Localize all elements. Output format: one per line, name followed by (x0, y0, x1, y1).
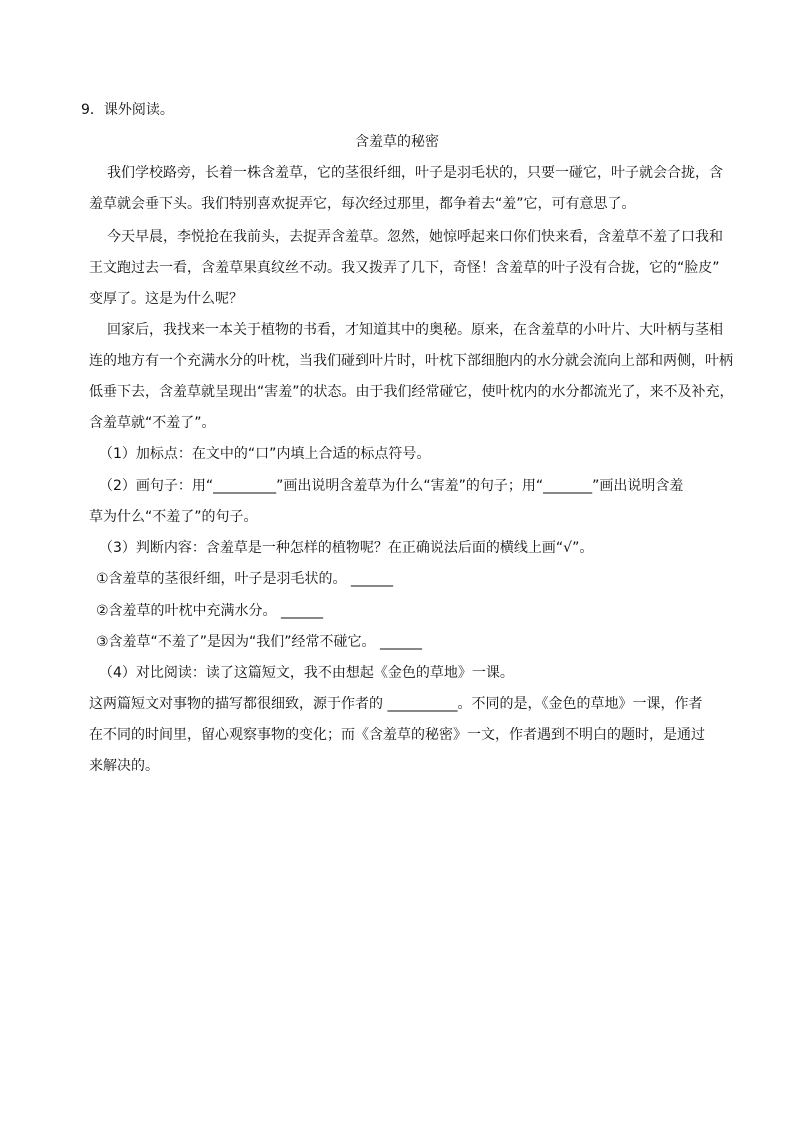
subquestion-4-line2: 在不同的时间里，留心观察事物的变化；而《含羞草的秘密》一文，作者遇到不明白的题时，是通过 (89, 727, 705, 743)
paragraph1-line2: 羞草就会垂下头。我们特别喜欢捉弄它，每次经过那里，都争着去“羞”它，可有意思了。 (89, 196, 636, 212)
paragraph2-line1: 今天早晨，李悦抢在我前头，去捉弄含羞草。忽然，她惊呼起来口你们快来看，含羞草不羞了口我和 (107, 229, 723, 245)
subquestion-3-option3: ③含羞草“不羞了”是因为“我们”经常不碰它。 ______ (96, 634, 423, 650)
subquestion-4-line3: 来解决的。 (89, 758, 159, 774)
paragraph3-line2: 连的地方有一个充满水分的叶枕，当我们碰到叶片时，叶枕下部细胞内的水分就会流向上部和两侧，叶柄 (89, 353, 733, 369)
paragraph3-line3: 低垂下去，含羞草就呈现出“害羞”的状态。由于我们经常碰它，使叶枕内的水分都流光了，来不及补充， (89, 384, 734, 400)
subquestion-2-line2: 草为什么“不羞了”的句子。 (89, 509, 258, 525)
question-number-line: 9．课外阅读。 (81, 102, 174, 118)
subquestion-3-option2: ②含羞草的叶枕中充满水分。 ______ (96, 603, 324, 619)
paragraph3-line1: 回家后，我找来一本关于植物的书看，才知道其中的奥秘。原来，在含羞草的小叶片、大叶柄与茎相 (107, 322, 723, 338)
paragraph3-line4: 含羞草就“不羞了”。 (89, 415, 216, 431)
subquestion-1: （1）加标点：在文中的“口”内填上合适的标点符号。 (99, 446, 431, 462)
subquestion-2-line1: （2）画句子：用“_________”画出说明含羞草为什么“害羞”的句子；用“_______”画出说明含羞 (99, 478, 684, 494)
paragraph1-line1: 我们学校路旁，长着一株含羞草，它的茎很纤细，叶子是羽毛状的，只要一碰它，叶子就会合拢，含 (107, 165, 723, 181)
subquestion-3-option1: ①含羞草的茎很纤细，叶子是羽毛状的。 ______ (96, 571, 393, 587)
passage-title: 含羞草的秘密 (355, 134, 439, 150)
subquestion-3: （3）判断内容：含羞草是一种怎样的植物呢？在正确说法后面的横线上画“√”。 (99, 540, 594, 556)
subquestion-4-line1: 这两篇短文对事物的描写都很细致，源于作者的 __________。不同的是，《金色的草地》一课，作者 (89, 696, 703, 712)
paragraph2-line2: 王文跑过去一看，含羞草果真纹丝不动。我又拨弄了几下，奇怪！含羞草的叶子没有合拢，它的“脸皮” (89, 260, 720, 276)
paragraph2-line3: 变厚了。这是为什么呢？ (89, 291, 243, 307)
subquestion-4: （4）对比阅读：读了这篇短文，我不由想起《金色的草地》一课。 (99, 665, 514, 681)
